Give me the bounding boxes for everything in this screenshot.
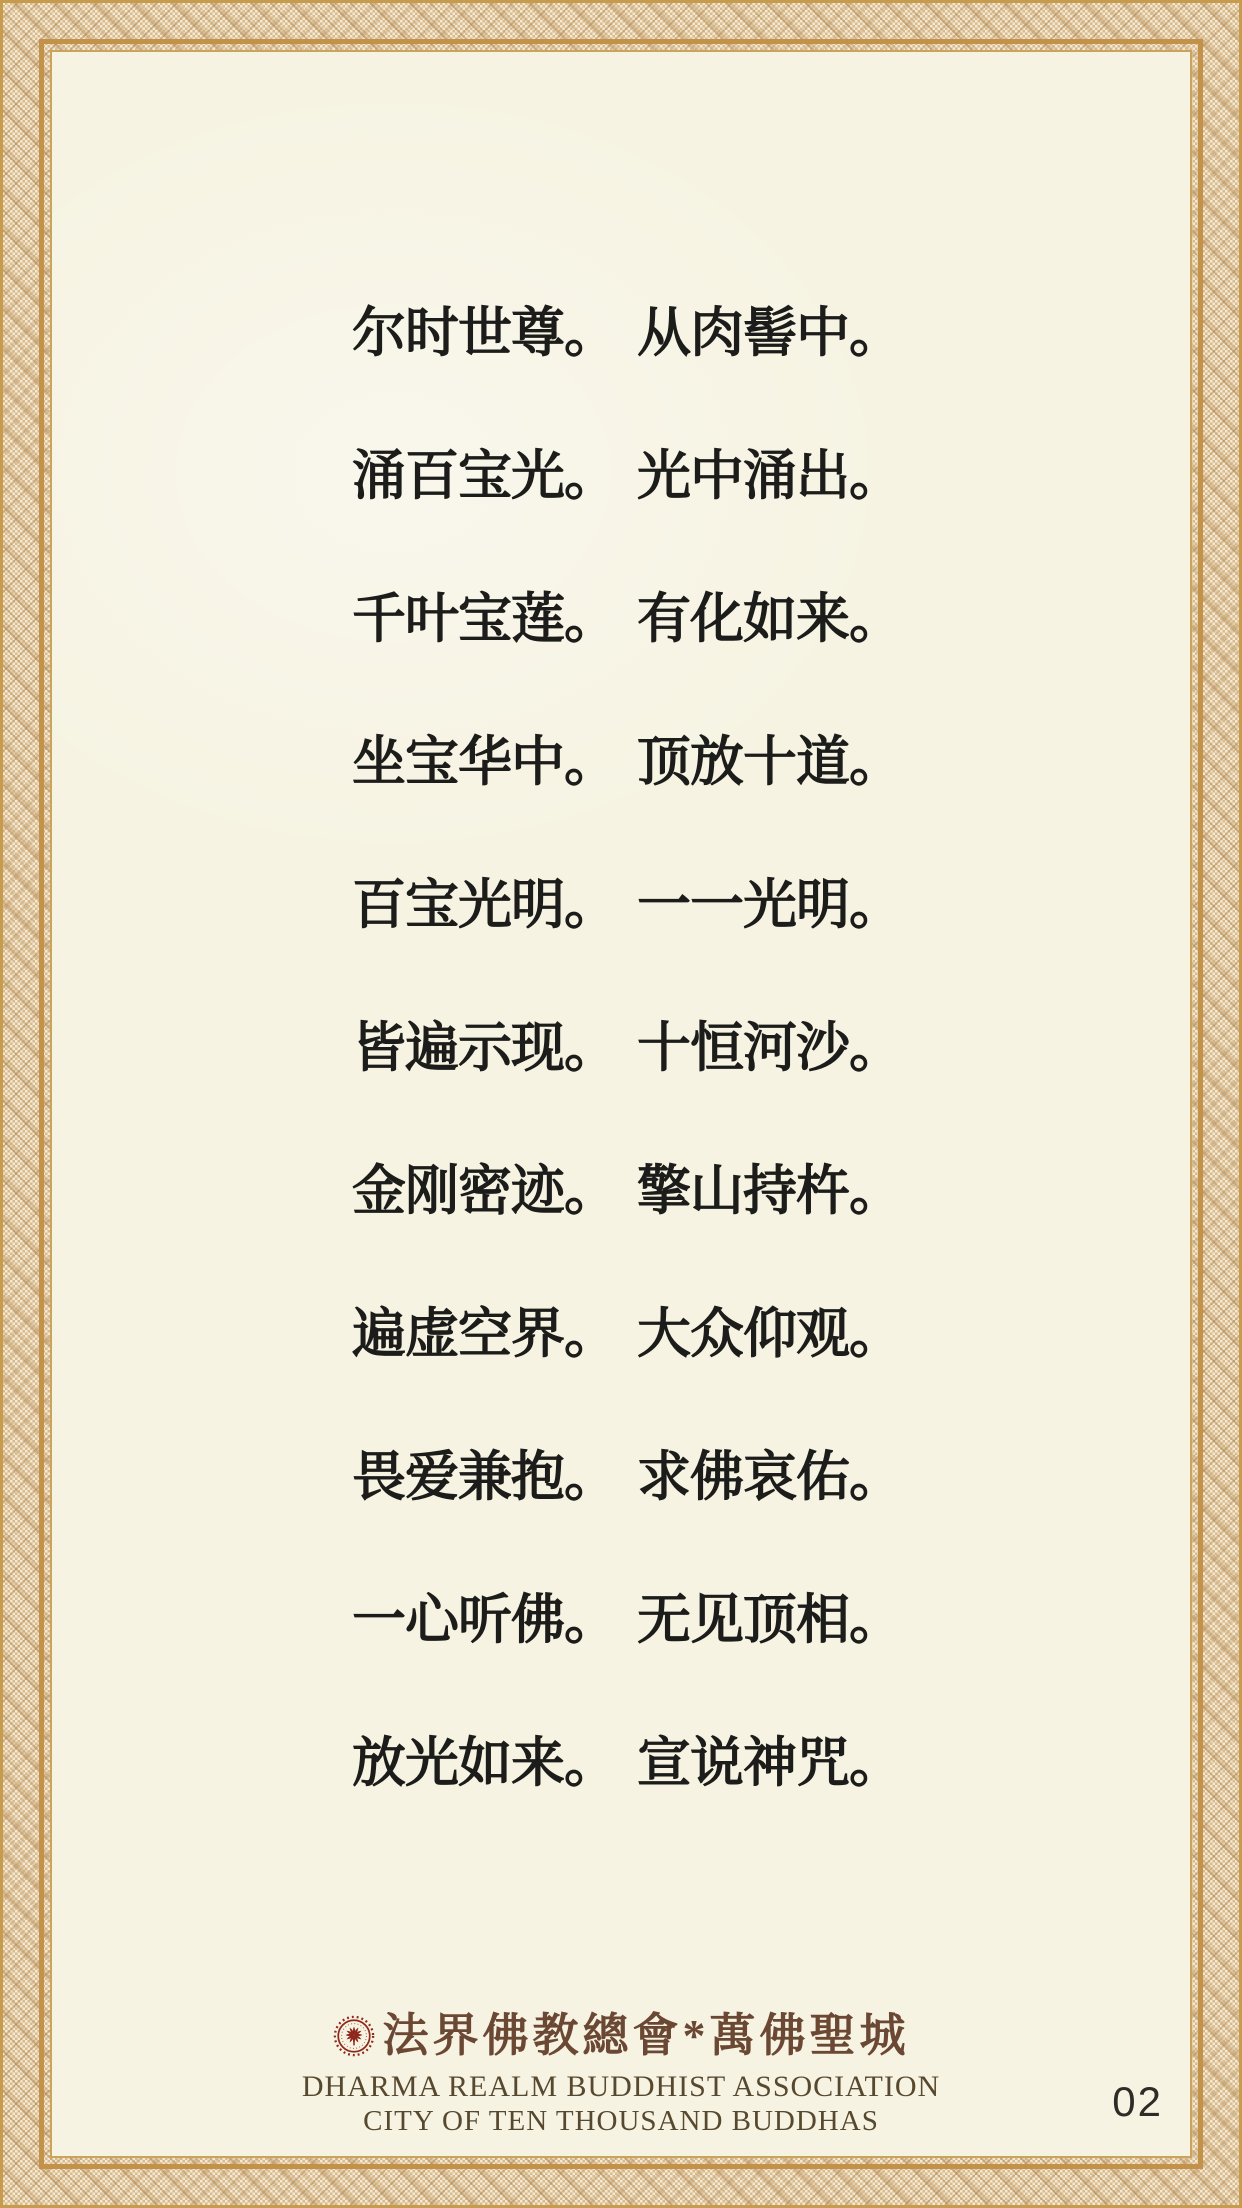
verse-text-left: 一心听佛。 — [352, 1590, 617, 1650]
verse-text-left: 金刚密迹。 — [352, 1161, 617, 1221]
verse-text-right: 从肉髻中。 — [637, 303, 902, 363]
verse-line — [52, 834, 1190, 977]
verse-text-right: 顶放十道。 — [637, 732, 902, 792]
verse-line — [52, 1263, 1190, 1406]
verse-line — [52, 405, 1190, 548]
association-brand-row — [52, 2008, 1190, 2064]
verse-line — [52, 691, 1190, 834]
verse-text-right: 宣说神咒。 — [637, 1733, 902, 1793]
verse-text-left: 尔时世尊。 — [352, 303, 617, 363]
drba-lotus-seal-icon — [333, 2015, 375, 2057]
verse-line — [52, 1406, 1190, 1549]
verse-line — [52, 1692, 1190, 1835]
verse-text-right: 无见顶相。 — [637, 1590, 902, 1650]
verse-line — [52, 1549, 1190, 1692]
verse-text-left: 放光如来。 — [352, 1733, 617, 1793]
association-english-name: DHARMA REALM BUDDHIST ASSOCIATION — [301, 2070, 941, 2103]
verse-text-right: 大众仰观。 — [637, 1304, 902, 1364]
page-number: 02 — [1112, 2078, 1163, 2125]
verse-line — [52, 548, 1190, 691]
association-city-name: CITY OF TEN THOUSAND BUDDHAS — [363, 2105, 879, 2137]
verse-text-right: 光中涌出。 — [637, 446, 902, 506]
verse-text-left: 畏爱兼抱。 — [352, 1447, 617, 1507]
verse-text-right: 一一光明。 — [637, 875, 902, 935]
verse-line — [52, 977, 1190, 1120]
verse-text-right: 有化如来。 — [637, 589, 902, 649]
verse-text-left: 遍虚空界。 — [352, 1304, 617, 1364]
verse-text-right: 求佛哀佑。 — [637, 1447, 902, 1507]
association-chinese-title: 法界佛教總會*萬佛聖城 — [382, 2010, 910, 2061]
verse-line — [52, 1120, 1190, 1263]
verse-text-left: 坐宝华中。 — [352, 732, 617, 792]
verse-text-right: 十恒河沙。 — [637, 1018, 902, 1078]
verse-block — [52, 262, 1190, 1835]
verse-text-right: 擎山持杵。 — [637, 1161, 902, 1221]
verse-line — [52, 262, 1190, 405]
verse-text-left: 百宝光明。 — [352, 875, 617, 935]
verse-text-left: 皆遍示现。 — [352, 1018, 617, 1078]
footer — [52, 2008, 1190, 2138]
paper-panel — [50, 50, 1192, 2158]
verse-text-left: 涌百宝光。 — [352, 446, 617, 506]
verse-text-left: 千叶宝莲。 — [352, 589, 617, 649]
